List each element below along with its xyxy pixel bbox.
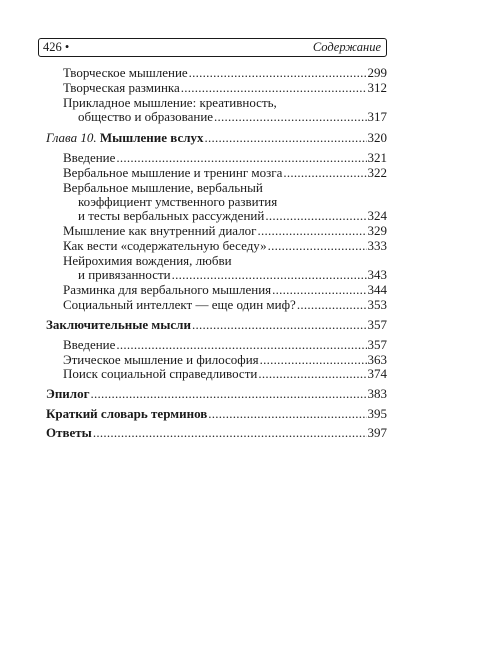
toc-entry-verbal-iq: и тесты вербальных рассуждений . . . 324 bbox=[78, 209, 387, 223]
toc-entry-final-intro: Введение . . . 357 bbox=[63, 338, 387, 352]
toc-entry-neurochemistry-line1: Нейрохимия вождения, любви bbox=[63, 253, 232, 268]
toc-entry-ch10-intro: Введение . . . 321 bbox=[63, 151, 387, 165]
toc-section-final-thoughts: Заключительные мысли . . . 357 bbox=[46, 318, 387, 332]
running-header bbox=[38, 38, 387, 57]
toc-entry-neurochemistry: и привязанности . . . 343 bbox=[78, 268, 387, 282]
toc-entry-verbal-iq-line1: Вербальное мышление, вербальный bbox=[63, 180, 263, 195]
toc-entry-verbal-training: Вербальное мышление и тренинг мозга . . . 322 bbox=[63, 166, 387, 180]
toc-entry-applied-thinking-line1: Прикладное мышление: креативность, bbox=[63, 95, 277, 110]
toc-entry-social-iq: Социальный интеллект — еще один миф? . . . 353 bbox=[63, 298, 387, 312]
toc-entry-verbal-warmup: Разминка для вербального мышления . . . 344 bbox=[63, 283, 387, 297]
toc-entry-verbal-iq-line2: коэффициент умственного развития bbox=[78, 194, 278, 209]
chapter-prefix: Глава 10. bbox=[46, 130, 97, 145]
toc-section-glossary: Краткий словарь терминов . . . 395 bbox=[46, 407, 387, 421]
chapter-title: Мышление вслух bbox=[99, 130, 204, 145]
toc-chapter-10: Глава 10. Мышление вслух . . . 320 bbox=[46, 131, 387, 145]
toc-entry-social-justice: Поиск социальной справедливости . . . 374 bbox=[63, 367, 387, 381]
page-number: 426 • bbox=[43, 40, 70, 54]
toc-entry-inner-dialogue: Мышление как внутренний диалог . . . 329 bbox=[63, 224, 387, 238]
toc-section-answers: Ответы . . . 397 bbox=[46, 426, 387, 440]
toc-section-epilogue: Эпилог . . . 383 bbox=[46, 387, 387, 401]
toc-entry-applied-thinking: общество и образование . . . 317 bbox=[78, 110, 387, 124]
section-title: Содержание bbox=[312, 40, 381, 54]
toc-entry-meaningful-talk: Как вести «содержательную беседу» . . . 333 bbox=[63, 239, 387, 253]
toc-entry-creative-thinking: Творческое мышление . . . 299 bbox=[63, 66, 387, 80]
toc-entry-creative-warmup: Творческая разминка . . . 312 bbox=[63, 81, 387, 95]
toc-entry-ethical-thinking: Этическое мышление и философия . . . 363 bbox=[63, 353, 387, 367]
